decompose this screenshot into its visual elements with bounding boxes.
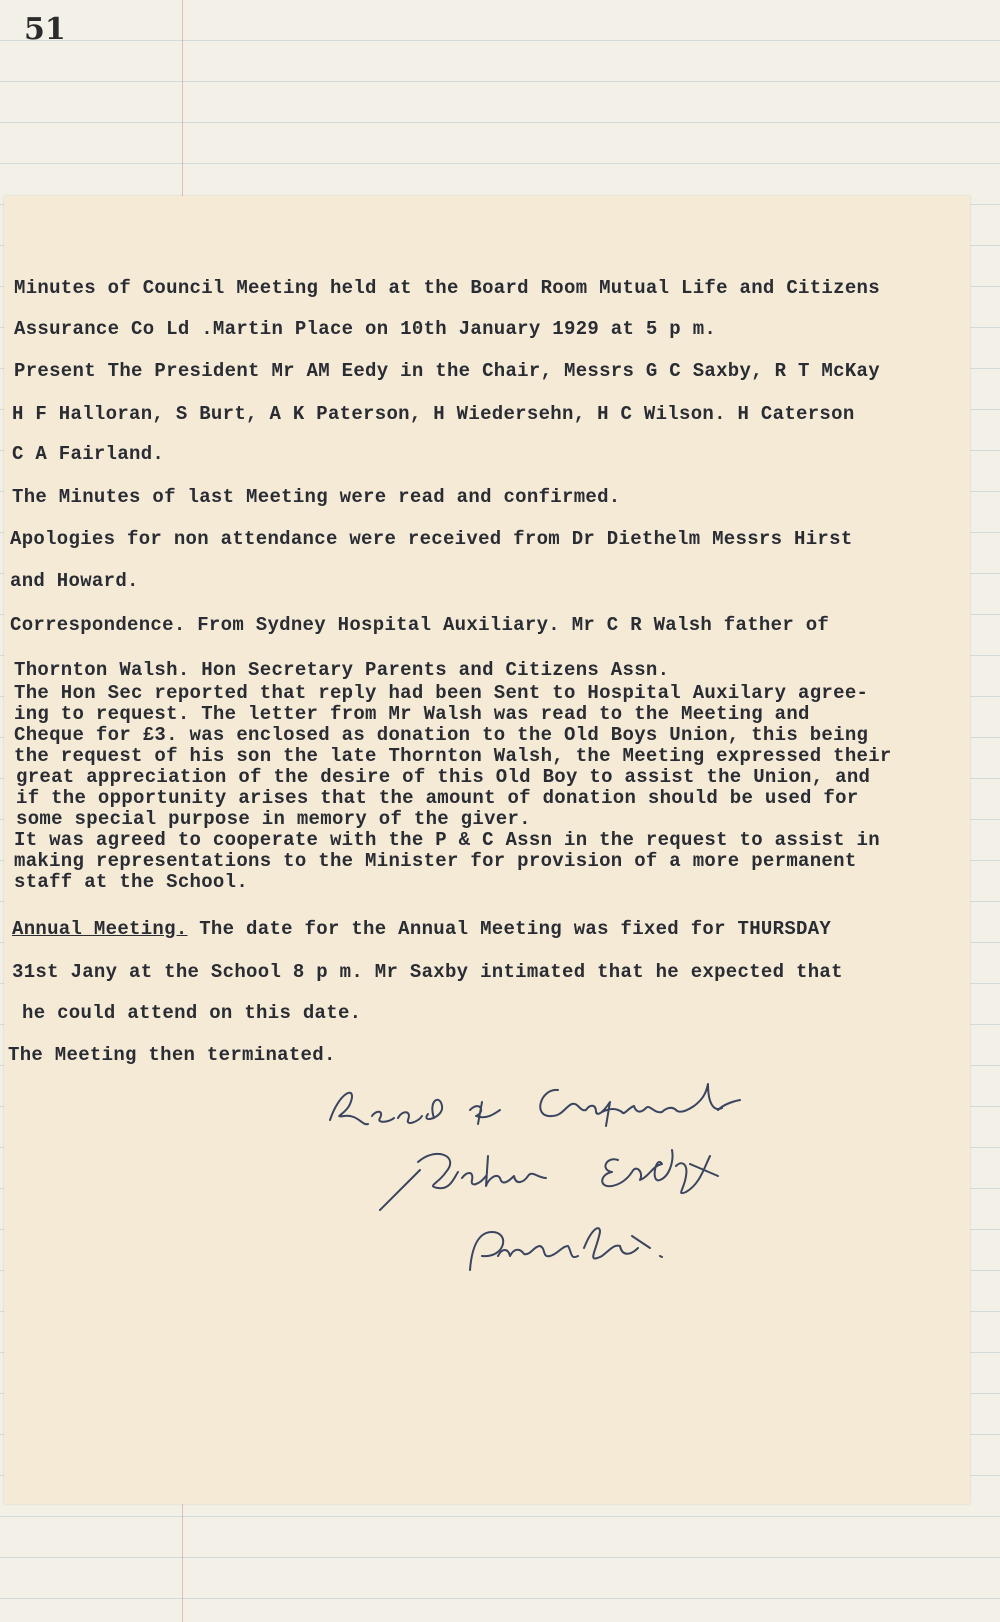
minutes-line: The Hon Sec reported that reply had been Sent to Hospital Auxilary agree- — [14, 682, 869, 704]
minutes-line: Assurance Co Ld .Martin Place on 10th January 1929 at 5 p m. — [14, 318, 717, 340]
minutes-line: The Meeting then terminated. — [8, 1044, 336, 1066]
minutes-line: making representations to the Minister for provision of a more permanent — [14, 850, 857, 872]
minutes-line: Apologies for non attendance were received from Dr Diethelm Messrs Hirst — [10, 528, 853, 550]
minutes-line — [12, 918, 831, 940]
minutes-line: some special purpose in memory of the giver. — [16, 808, 531, 830]
folio-number: 51 — [24, 12, 66, 47]
minutes-line: great appreciation of the desire of this Old Boy to assist the Union, and — [16, 766, 871, 788]
minutes-line: H F Halloran, S Burt, A K Paterson, H Wiedersehn, H C Wilson. H Caterson — [12, 403, 855, 425]
handwritten-signature — [310, 1060, 790, 1280]
minutes-line: C A Fairland. — [12, 443, 165, 465]
minutes-line: the request of his son the late Thornton Walsh, the Meeting expressed their — [14, 745, 892, 767]
annual-meeting-heading: Annual Meeting. — [12, 918, 188, 940]
minutes-line: staff at the School. — [14, 871, 249, 893]
minutes-line: and Howard. — [10, 570, 139, 592]
minutes-line: Correspondence. From Sydney Hospital Auxiliary. Mr C R Walsh father of — [10, 614, 830, 636]
minutes-line: 31st Jany at the School 8 p m. Mr Saxby intimated that he expected that — [12, 961, 843, 983]
minutes-line: ing to request. The letter from Mr Walsh was read to the Meeting and — [14, 703, 810, 725]
minutes-line: The Minutes of last Meeting were read and confirmed. — [12, 486, 621, 508]
minutes-line: he could attend on this date. — [22, 1002, 362, 1024]
minutes-line: if the opportunity arises that the amount of donation should be used for — [16, 787, 859, 809]
minutes-line: Minutes of Council Meeting held at the Board Room Mutual Life and Citizens — [14, 277, 880, 299]
minutes-line: Thornton Walsh. Hon Secretary Parents and Citizens Assn. — [14, 659, 670, 681]
minutes-line-rest: The date for the Annual Meeting was fixed for THURSDAY — [187, 918, 832, 940]
minutes-line: Cheque for £3. was enclosed as donation to the Old Boys Union, this being — [14, 724, 869, 746]
minutes-line: Present The President Mr AM Eedy in the Chair, Messrs G C Saxby, R T McKay — [14, 360, 880, 382]
minutes-line: It was agreed to cooperate with the P & C Assn in the request to assist in — [14, 829, 880, 851]
